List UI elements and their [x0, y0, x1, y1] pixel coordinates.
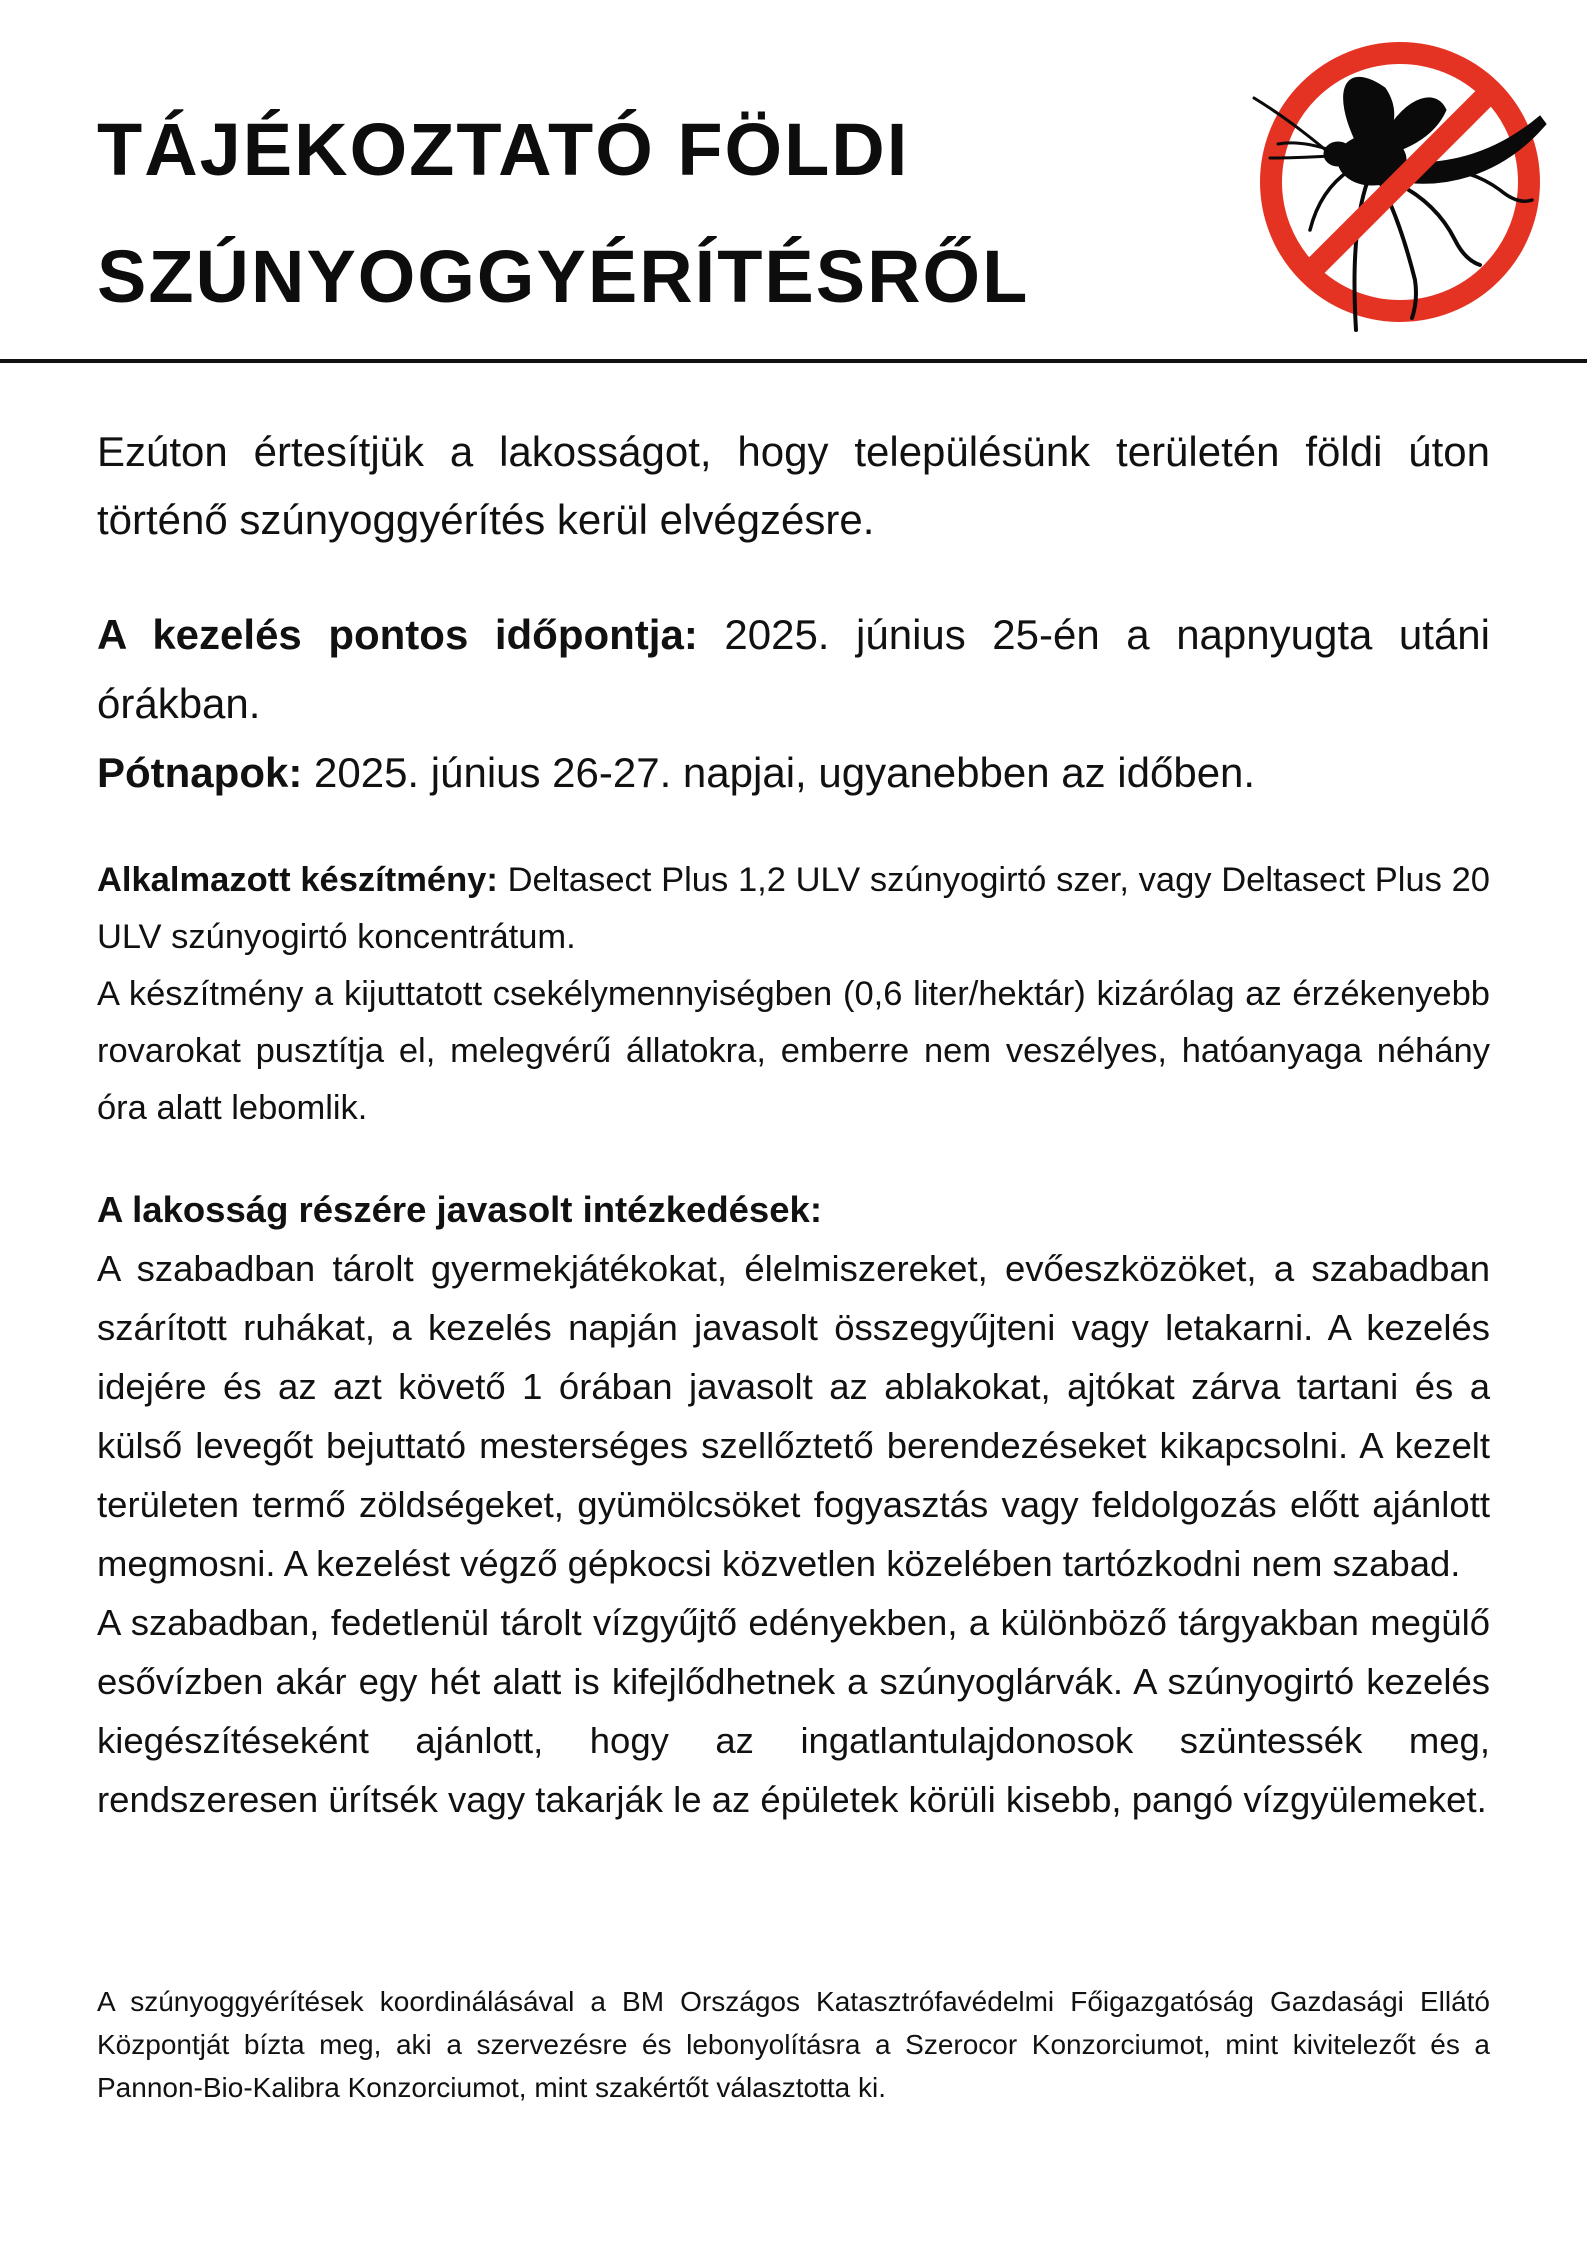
- measures-heading-text: A lakosság részére javasolt intézkedések:: [97, 1189, 822, 1230]
- header-divider: [0, 359, 1587, 363]
- backup-days-value: 2025. június 26-27. napjai, ugyanebben az időben.: [302, 749, 1256, 796]
- schedule-section: [97, 600, 1490, 807]
- product-description: A készítmény a kijuttatott csekélymennyiségben (0,6 liter/hektár) kizárólag az érzékenyebb rovarokat pusztítja el, melegvérű állatokra, emberre nem veszélyes, hatóanyaga néhány óra alatt lebomlik.: [97, 975, 1490, 1127]
- measures-section: [97, 1180, 1490, 1829]
- product-value: Deltasect Plus 1,2 ULV szúnyogirtó szer, vagy Deltasect Plus 20 ULV szúnyogirtó koncentrátum.: [97, 861, 1490, 956]
- product-section: [97, 852, 1490, 1137]
- measures-paragraph-1: A szabadban tárolt gyermekjátékokat, élelmiszereket, evőeszközöket, a szabadban szárított ruhákat, a kezelés napján javasolt összegyűjteni vagy letakarni. A kezelés idejére és az azt követő 1 órában javasolt az ablakokat, ajtókat zárva tartani és a külső levegőt bejuttató mesterséges szellőztető berendezéseket kikapcsolni. A kezelt területen termő zöldségeket, gyümölcsöket fogyasztás vagy feldolgozás előtt ajánlott megmosni. A kezelést végző gépkocsi közvetlen közelében tartózkodni nem szabad.: [97, 1248, 1490, 1584]
- backup-days: [97, 738, 1490, 807]
- measures-paragraph-2: A szabadban, fedetlenül tárolt vízgyűjtő edényekben, a különböző tárgyakban megülő esővízben akár egy hét alatt is kifejlődhetnek a szúnyoglárvák. A szúnyogirtó kezelés kiegészítéseként ajánlott, hogy az ingatlantulajdonosok szüntessék meg, rendszeresen ürítsék vagy takarják le az épületek körüli kisebb, pangó vízgyülemeket.: [97, 1602, 1490, 1820]
- treatment-time-label: A kezelés pontos időpontja:: [97, 611, 698, 658]
- title-line-2: SZÚNYOGGYÉRÍTÉSRŐL: [97, 235, 1030, 318]
- treatment-time-value: 2025. június 25-én a napnyugta utáni órákban.: [97, 611, 1490, 727]
- product-label: Alkalmazott készítmény:: [97, 861, 498, 899]
- footer-section: [97, 1980, 1490, 2109]
- measures-heading: [97, 1180, 1490, 1239]
- page-title: [97, 86, 1029, 340]
- backup-days-label: Pótnapok:: [97, 749, 303, 796]
- footer-text: A szúnyoggyérítések koordinálásával a BM Országos Katasztrófavédelmi Főigazgatóság Gazdasági Ellátó Központját bízta meg, aki a szervezésre és lebonyolításra a Szerocor Konzorciumot, mint kivitelezőt és a Pannon-Bio-Kalibra Konzorciumot, mint szakértőt választotta ki.: [97, 1986, 1490, 2103]
- treatment-time: [97, 600, 1490, 738]
- product-name: [97, 852, 1490, 966]
- no-mosquito-icon: [1250, 40, 1550, 340]
- title-line-1: TÁJÉKOZTATÓ FÖLDI: [97, 108, 910, 191]
- intro-section: [97, 418, 1490, 554]
- intro-text: Ezúton értesítjük a lakosságot, hogy településünk területén földi úton történő szúnyoggyérítés kerül elvégzésre.: [97, 428, 1490, 543]
